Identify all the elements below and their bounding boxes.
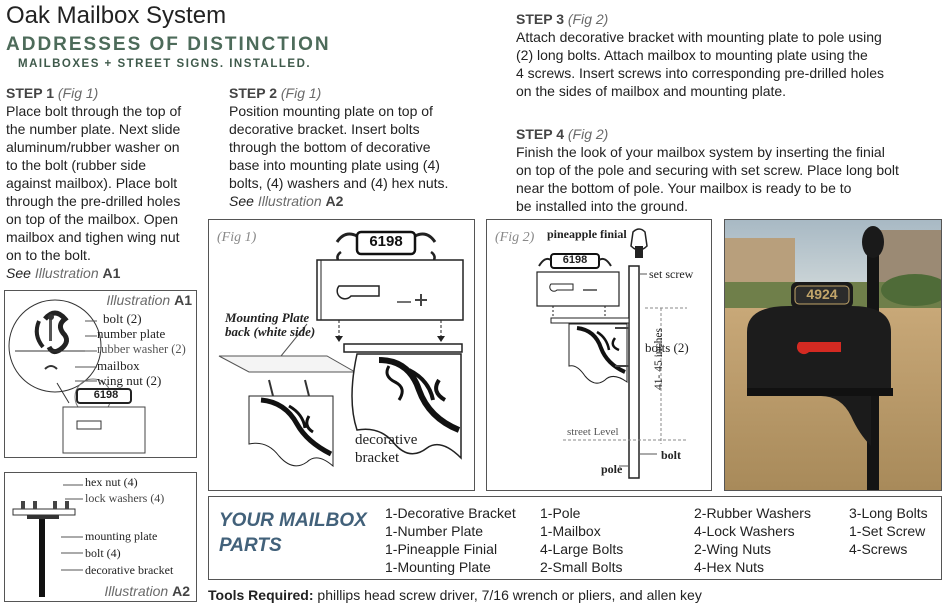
fig-2-label: (Fig 2)	[495, 230, 535, 245]
installed-mailbox-photo	[724, 219, 942, 491]
photo-scene	[725, 220, 941, 490]
parts-item: 1-Mounting Plate	[385, 559, 491, 575]
parts-column	[694, 504, 811, 576]
step-1-heading: STEP 1	[6, 85, 54, 101]
fig-1-bracket-label: decorative	[355, 432, 418, 448]
a2-callout-lock-washers: lock washers (4)	[85, 491, 165, 505]
step-1-line: the number plate. Next slide	[6, 121, 181, 137]
step-2	[229, 84, 479, 210]
a1-callout-mailbox: mailbox	[97, 358, 140, 373]
parts-column	[540, 504, 623, 576]
illustration-a1	[4, 290, 197, 458]
parts-item: 1-Pole	[540, 505, 581, 521]
fig-1-mounting-plate-label: Mounting Plate	[225, 310, 310, 325]
step-1	[6, 84, 211, 282]
step-1-line: mailbox and tighen wing nut	[6, 229, 180, 245]
parts-item: 4-Hex Nuts	[694, 559, 765, 575]
step-4-line: Finish the look of your mailbox system by inserting the finial	[516, 144, 885, 160]
parts-item: 4-Large Bolts	[540, 541, 624, 557]
parts-item: 2-Small Bolts	[540, 559, 623, 575]
step-1-line: against mailbox). Place bolt	[6, 175, 178, 191]
step-2-fig-ref: (Fig 1)	[280, 85, 322, 101]
step-3-heading: STEP 3	[516, 11, 564, 27]
page-title: Oak Mailbox System	[6, 2, 227, 29]
a1-callout-rubber-washer: rubber washer (2)	[97, 342, 186, 356]
a1-plate-number: 6198	[93, 389, 119, 401]
fig-2-street-level-label: street Level	[567, 426, 619, 438]
parts-item: 1-Decorative Bracket	[385, 505, 516, 521]
parts-title: YOUR MAILBOX PARTS	[219, 510, 367, 556]
step-2-line: decorative bracket. Insert bolts	[229, 121, 420, 137]
a2-callout-bolt: bolt (4)	[85, 546, 121, 560]
illustration-a2-label: Illustration A2	[104, 583, 190, 599]
fig-1-bracket-sublabel: bracket	[355, 450, 400, 466]
parts-box	[208, 496, 942, 580]
step-3-line: Attach decorative bracket with mounting plate to pole using	[516, 29, 882, 45]
parts-item: 2-Wing Nuts	[694, 541, 772, 557]
step-3	[516, 10, 944, 100]
a1-callout-wing-nut: wing nut (2)	[97, 373, 162, 388]
step-2-heading: STEP 2	[229, 85, 277, 101]
fig-1-mounting-plate-sublabel: back (white side)	[225, 324, 316, 339]
fig-1-drawing	[209, 220, 474, 490]
a2-callout-mounting-plate: mounting plate	[85, 529, 158, 543]
step-2-line: through the bottom of decorative	[229, 139, 431, 155]
parts-item: 4-Screws	[849, 541, 908, 557]
step-2-line: Position mounting plate on top of	[229, 103, 433, 119]
parts-item: 1-Number Plate	[385, 523, 484, 539]
step-4	[516, 125, 944, 215]
step-1-line: aluminum/rubber washer on	[6, 139, 180, 155]
illustration-a1-label: Illustration A1	[106, 292, 192, 308]
step-4-line: be installed into the ground.	[516, 198, 689, 214]
parts-column	[385, 504, 516, 576]
a2-callout-hex-nut: hex nut (4)	[85, 475, 138, 489]
step-3-line: on the sides of mailbox and mounting plate.	[516, 83, 787, 99]
step-1-line: on to the bolt.	[6, 247, 91, 263]
parts-column	[849, 504, 928, 558]
parts-item: 1-Set Screw	[849, 523, 926, 539]
fig-1-plate-number: 6198	[369, 233, 403, 250]
step-1-line: through the pre-drilled holes	[6, 193, 181, 209]
fig-2-finial-label: pineapple finial	[547, 227, 627, 241]
step-3-fig-ref: (Fig 2)	[567, 11, 609, 27]
step-3-line: (2) long bolts. Attach mailbox to mounting plate using the	[516, 47, 868, 63]
tools-required: Tools Required: phillips head screw driver, 7/16 wrench or pliers, and allen key	[208, 587, 702, 603]
fig-1-label: (Fig 1)	[217, 230, 257, 245]
parts-item: 3-Long Bolts	[849, 505, 928, 521]
fig-2-bolt-label: bolt	[661, 448, 682, 462]
fig-1-panel	[208, 219, 475, 491]
photo-plate-number: 4924	[806, 286, 838, 302]
step-1-line: on top of the mailbox. Open	[6, 211, 178, 227]
step-4-line: on top of the pole and securing with set screw. Place long bolt	[516, 162, 899, 178]
brand-subtitle: ADDRESSES OF DISTINCTION	[6, 34, 331, 55]
fig-2-pole-label: pole	[601, 462, 623, 476]
parts-item: 2-Rubber Washers	[694, 505, 811, 521]
step-1-line: to the bolt (rubber side	[6, 157, 147, 173]
a1-callout-bolt: bolt (2)	[103, 311, 142, 326]
fig-2-height-label: 41- 45 inches	[653, 328, 665, 390]
fig-2-plate-number: 6198	[562, 254, 588, 266]
step-1-see-ref: See Illustration A1	[6, 265, 121, 281]
illustration-a2	[4, 472, 197, 602]
parts-item: 4-Lock Washers	[694, 523, 795, 539]
step-2-see-ref: See Illustration A2	[229, 193, 344, 209]
fig-2-panel	[486, 219, 712, 491]
step-1-fig-ref: (Fig 1)	[57, 85, 99, 101]
step-4-heading: STEP 4	[516, 126, 564, 142]
step-1-line: Place bolt through the top of	[6, 103, 182, 119]
fig-2-bolts-label: bolts (2)	[645, 340, 689, 355]
parts-item: 1-Pineapple Finial	[385, 541, 498, 557]
a2-callout-decorative-bracket: decorative bracket	[85, 563, 174, 577]
brand-tagline: MAILBOXES + STREET SIGNS. INSTALLED.	[18, 58, 312, 70]
a1-callout-number-plate: number plate	[97, 326, 166, 341]
step-4-fig-ref: (Fig 2)	[567, 126, 609, 142]
step-2-line: base into mounting plate using (4)	[229, 157, 440, 173]
step-3-line: 4 screws. Insert screws into corresponding pre-drilled holes	[516, 65, 885, 81]
step-2-line: bolts, (4) washers and (4) hex nuts.	[229, 175, 449, 191]
parts-item: 1-Mailbox	[540, 523, 601, 539]
fig-2-set-screw-label: set screw	[649, 267, 694, 281]
step-4-line: near the bottom of pole. Your mailbox is ready to be to	[516, 180, 852, 196]
